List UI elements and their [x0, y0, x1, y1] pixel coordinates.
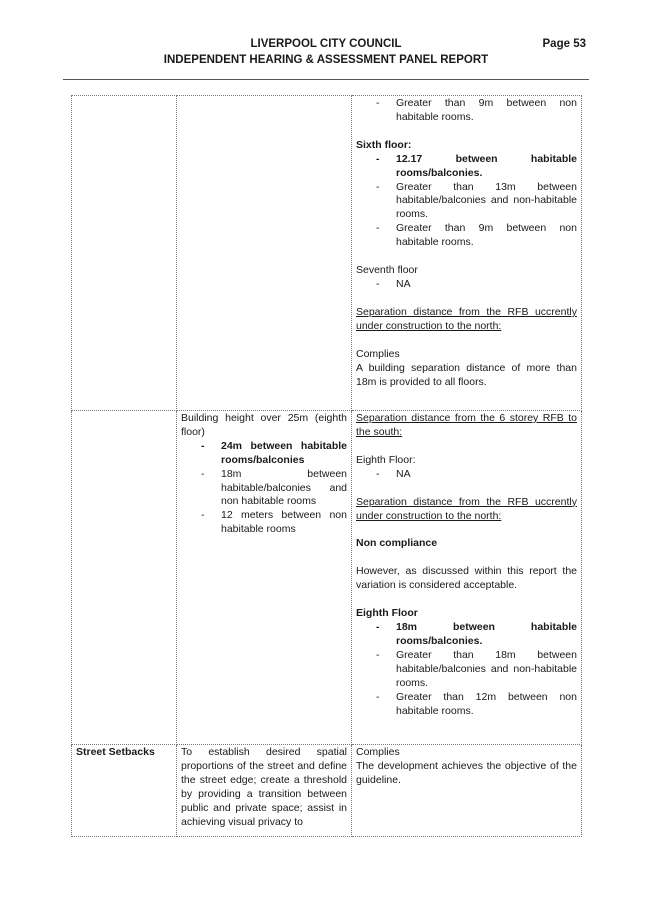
table-cell-comment — [352, 745, 582, 837]
sixth-floor-title: Sixth floor: — [356, 138, 412, 151]
table-cell-control: Street Setbacks — [72, 745, 177, 837]
list-item: - Greater than 9m between non habitable rooms. — [356, 97, 577, 125]
complies-label: Complies — [356, 347, 400, 360]
table-cell-comment — [352, 96, 582, 411]
header-rule — [63, 79, 589, 80]
list-item: - 18m between habitable rooms/balconies. — [356, 621, 577, 649]
list-item: - Greater than 12m between non habitable rooms. — [356, 691, 577, 719]
list-item: - 12.17 between habitable rooms/balconies. — [356, 153, 577, 181]
table-cell-control — [72, 96, 177, 411]
table-row — [72, 96, 582, 411]
list-item: - NA — [356, 278, 577, 292]
bullet-list — [356, 97, 577, 125]
complies-text: A building separation distance of more than 18m is provided to all floors. — [356, 361, 577, 388]
table-row — [72, 411, 582, 745]
objective-text: The development achieves the objective of the guideline. — [356, 759, 577, 786]
bullet-list — [356, 468, 577, 482]
list-item: - 24m between habitable rooms/balconies — [181, 440, 347, 468]
list-item: - Greater than 9m between non habitable rooms. — [356, 222, 577, 250]
list-item: - Greater than 18m between habitable/balconies and non-habitable rooms. — [356, 649, 577, 691]
however-text: However, as discussed within this report the variation is considered acceptable. — [356, 565, 577, 592]
separation-north-heading: Separation distance from the RFB uccrently under construction to the north: — [356, 495, 577, 522]
table-row — [72, 745, 582, 837]
seventh-floor-title: Seventh floor — [356, 264, 418, 277]
table-cell-control — [72, 411, 177, 745]
list-item: - 12 meters between non habitable rooms — [181, 509, 347, 537]
council-name: LIVERPOOL CITY COUNCIL — [250, 38, 402, 50]
page-number: Page 53 — [542, 38, 586, 50]
separation-south-heading: Separation distance from the 6 storey RFB to the south: — [356, 412, 577, 438]
bullet-list — [356, 153, 577, 250]
list-item: - NA — [356, 468, 577, 482]
separation-heading: Separation distance from the RFB uccrently under construction to the north: — [356, 305, 577, 332]
table-cell-comment — [352, 411, 582, 745]
list-item: - Greater than 13m between habitable/balconies and non-habitable rooms. — [356, 181, 577, 223]
eighth-floor-title: Eighth Floor: — [356, 453, 416, 466]
report-title: INDEPENDENT HEARING & ASSESSMENT PANEL REPORT — [163, 54, 489, 66]
controls-table — [71, 95, 582, 837]
height-intro: Building height over 25m (eighth floor) — [181, 412, 347, 438]
eighth-floor-title-2: Eighth Floor — [356, 607, 418, 620]
bullet-list — [181, 440, 347, 537]
non-compliance-label: Non compliance — [356, 537, 438, 550]
table-cell-requirement: To establish desired spatial proportions of the street and define the street edge; create a threshold by providing a transition between public and private space; assist in achieving visual privacy to — [177, 745, 352, 837]
bullet-list — [356, 278, 577, 292]
bullet-list — [356, 621, 577, 718]
complies-label: Complies — [356, 746, 400, 758]
list-item: - 18m between habitable/balconies and non habitable rooms — [181, 468, 347, 510]
table-cell-requirement — [177, 96, 352, 411]
table-cell-requirement — [177, 411, 352, 745]
